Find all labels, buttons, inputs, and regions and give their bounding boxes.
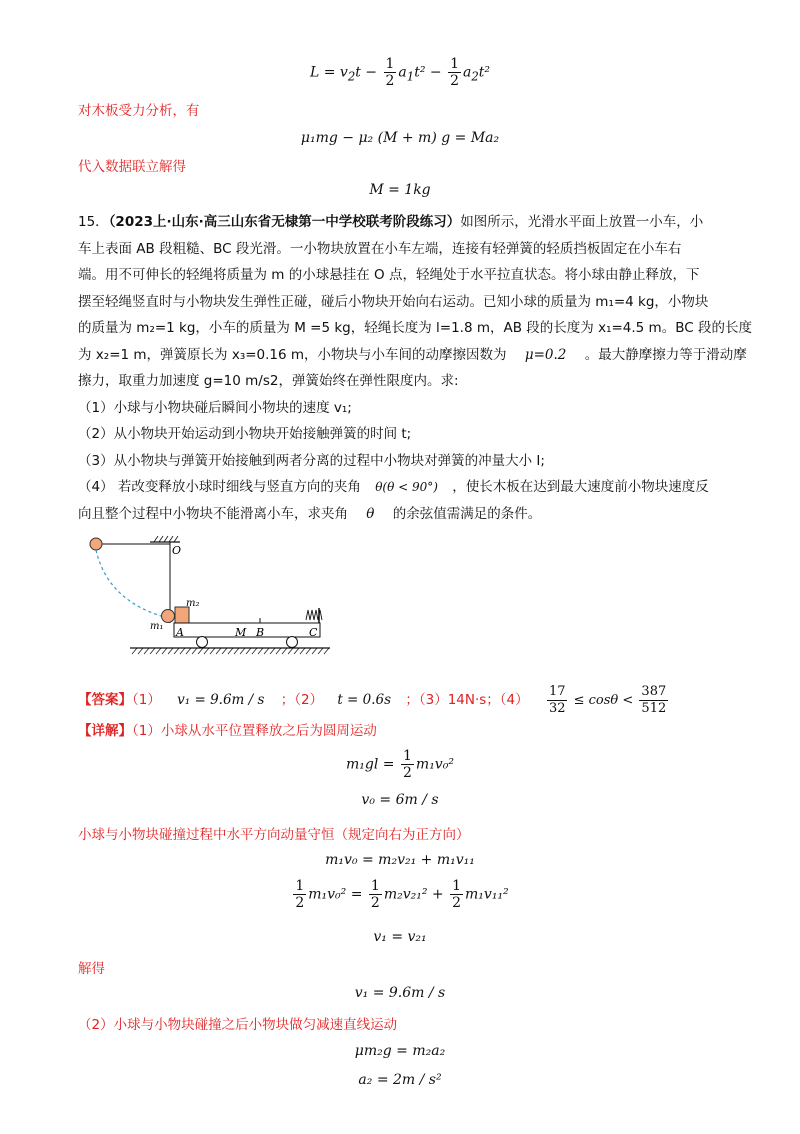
detail-line: 【详解】（1）小球从水平位置释放之后为圆周运动 xyxy=(78,723,377,739)
momentum-text: 小球与小物块碰撞过程中水平方向动量守恒（规定向右为正方向） xyxy=(78,827,470,843)
equation-mass-result: M = 1kg xyxy=(369,182,431,198)
label-C: C xyxy=(309,626,318,639)
wheel-left xyxy=(197,637,208,648)
equation-kinetic-energy: $\frac{1}{2}$ m₁v₀² = $\frac{1}{2}$ m₂v₂₁² + $\frac{1}{2}$ m₁v₁₁² xyxy=(295,878,509,911)
label-m1: m₁ xyxy=(150,621,164,632)
equation-v0: v₀ = 6m / s xyxy=(361,792,439,808)
label-O: O xyxy=(172,544,182,557)
wheel-right xyxy=(287,637,298,648)
block-m2 xyxy=(175,607,189,623)
question-1: （1）小球与小物块碰后瞬间小物块的速度 v₁; xyxy=(78,399,352,416)
part2-text: （2）小球与小物块碰撞之后小物块做匀减速直线运动 xyxy=(78,1017,398,1033)
mu-value: μ=0.2 xyxy=(524,346,567,363)
ball-start xyxy=(90,538,102,550)
equation-displacement: $L = v_2t$ − $\frac{1}{2}$ $a_1t^2$ − $\frac{1}{2}$ $a_2t^2$ xyxy=(309,56,491,89)
label-B: B xyxy=(256,626,265,639)
answer-label: 【答案】 xyxy=(78,692,132,708)
board-force-analysis-text: 对木板受力分析，有 xyxy=(78,103,200,119)
equation-a2: a₂ = 2m / s² xyxy=(358,1072,442,1088)
label-M: M xyxy=(235,626,247,639)
cart xyxy=(174,623,320,637)
jiede-text: 解得 xyxy=(78,961,105,977)
solve-text: 代入数据联立解得 xyxy=(78,159,186,175)
equation-friction: μm₂g = m₂a₂ xyxy=(354,1043,446,1059)
equation-energy: m₁gl = $\frac{1}{2}$ m₁v₀² xyxy=(346,748,454,781)
equation-momentum: m₁v₀ = m₂v₂₁ + m₁v₁₁ xyxy=(325,852,475,868)
label-A: A xyxy=(176,626,184,639)
physics-diagram xyxy=(80,530,340,660)
problem-15: 15．（2023上·山东·高三山东省无棣第一中学校联考阶段练习）如图所示，光滑水平面上放置一小车，小 车上表面 AB 段粗糙、BC 段光滑。一小物块放置在小车左端，连接有轻弹簧的轻质挡板固定在小车右 端。用不可伸长的轻绳将质量为 m 的小球悬挂在 O 点，轻绳处于水平拉直状态。将小球由静止释放，下 摆至轻绳竖直时与小物块发生弹性正碰，碰后小物块开始向右运动。已知小球的质量为 m₁=4 kg，小物块 的质量为 m₂=1 kg，小车的质量为 M =5 kg，轻绳长度为 l=1.8 m，AB 段的长度为 x₁=4.5 m。BC 段的长度 为 x₂=1 m，弹簧原长为 x₃=0.16 m，小物块与小车间的动摩擦因数为 μ=0.2 。最大静摩擦力等于滑动摩 擦力，取重力加速度 g=10 m/s2，弹簧始终在弹性限度内。求: （1）小球与小物块碰后瞬间小物块的速度 v₁; （2）从小物块开始运动到小物块开始接触弹簧的时间 t; （3）从小物块与弹簧开始接触到两者分离的过程中小物块对弹簧的冲量大小 I; （4） 若改变释放小球时细线与竖直方向的夹角 θ(θ < 90°) ，使长木板在达到最大速度前小物块速度反 向且整个过程中小物块不能滑离小车，求夹角 θ 的余弦值需满足的条件。 xyxy=(78,214,752,522)
problem-source: （2023上·山东·高三山东省无棣第一中学校联考阶段练习） xyxy=(108,214,461,230)
answer-line: 【答案】（1） v₁ = 9.6m / s ；（2） t = 0.6s ；（3）14N·s；（4） $\frac{17}{32}$ ≤ cosθ < $\frac{387}{512}$ xyxy=(78,684,667,716)
equation-v1-v21: v₁ = v₂₁ xyxy=(373,929,427,945)
label-m2: m₂ xyxy=(186,598,200,609)
question-3: （3）从小物块与弹簧开始接触到两者分离的过程中小物块对弹簧的冲量大小 I; xyxy=(78,452,545,469)
question-2: （2）从小物块开始运动到小物块开始接触弹簧的时间 t; xyxy=(78,426,412,442)
equation-v1-result: v₁ = 9.6m / s xyxy=(354,985,446,1001)
detail-label: 【详解】 xyxy=(78,723,132,739)
equation-board-force: μ₁mg − μ₂ (M + m) g = Ma₂ xyxy=(300,130,500,146)
problem-number: 15． xyxy=(78,214,109,230)
question-4: （4） 若改变释放小球时细线与竖直方向的夹角 θ(θ < 90°) ，使长木板在达到最大速度前小物块速度反 xyxy=(78,479,709,495)
